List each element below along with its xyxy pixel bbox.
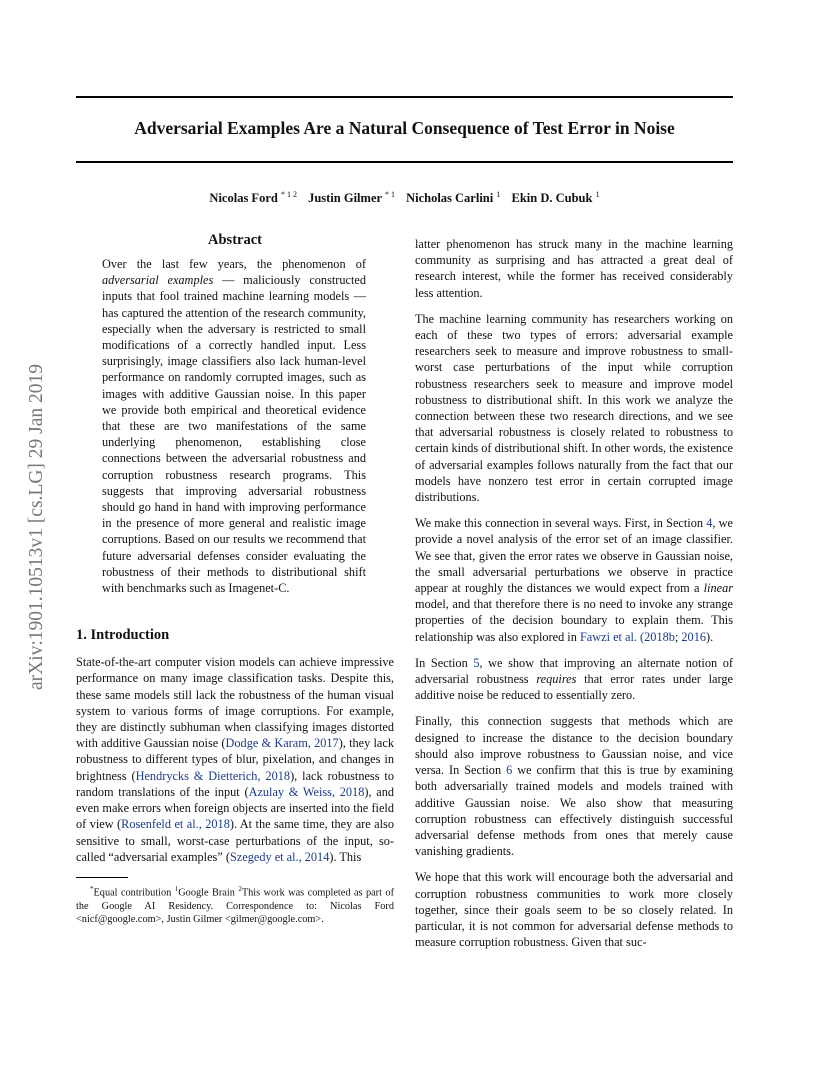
right-paragraph-2: We make this connection in several ways. First, in Section 4, we provide a novel analysis of the error set of an image classifier. We see that, given the error rates we observe in Gaussian noise, the small adversarial perturbations we observe in practice appear at roughly the distances we would expect from a linear model, and that therefore there is no need to invoke any strange properties of the decision boundary to explain them. This relationship was also explored in Fawzi et al. (2018b; 2016). <box>415 516 733 644</box>
abstract-text: Over the last few years, the phenomenon of adversarial examples — maliciously constructed inputs that fool trained machine learning models — has captured the attention of the research community, especially when the adversary is restricted to small modifications of a correctly handled input. Less surprisingly, image classifiers also lack human-level performance on randomly corrupted images, such as images with additive Gaussian noise. In this paper we provide both empirical and theoretical evidence that these are two manifestations of the same underlying phenomenon, establishing close connections between the adversarial robustness and corruption robustness research programs. This suggests that improving adversarial robustness should go hand in hand with improving performance in the presence of more general and realistic image corruptions. Based on our results we recommend that future adversarial defenses consider evaluating the robustness of their methods to distributional shift with benchmarks such as Imagenet-C. <box>102 257 366 596</box>
citation-link[interactable]: Hendrycks & Dietterich, 2018 <box>135 768 291 783</box>
arxiv-stamp: arXiv:1901.10513v1 [cs.LG] 29 Jan 2019 <box>26 363 47 691</box>
citation-link[interactable]: Azulay & Weiss, 2018 <box>248 784 365 799</box>
intro-paragraph-1: State-of-the-art computer vision models can achieve impressive performance on many image classification tasks. Despite this, these same models still lack the robustness of the human visual system to various forms of image corruptions. For example, they are distinctly subhuman when classifying images distorted with additive Gaussian noise (Dodge & Karam, 2017), they lack robustness to different types of blur, pixelation, and changes in brightness (Hendrycks & Dietterich, 2018), lack robustness to random translations of the input (Azulay & Weiss, 2018), and even make errors when foreign objects are inserted into the field of view (Rosenfeld et al., 2018). At the same time, they are also sensitive to small, worst-case perturbations of the input, so-called “adversarial examples” (Szegedy et al., 2014). This <box>76 655 394 864</box>
paper-title: Adversarial Examples Are a Natural Consequence of Test Error in Noise <box>134 118 675 138</box>
section-reference-link[interactable]: 5 <box>473 655 480 670</box>
top-rule <box>76 96 733 98</box>
author-list <box>76 190 733 206</box>
footnote-rule <box>76 877 128 878</box>
title-bottom-rule <box>76 161 733 163</box>
section-heading-introduction: 1. Introduction <box>76 627 170 644</box>
author-3 <box>406 191 500 205</box>
affiliation-marks: * 1 2 <box>280 190 297 199</box>
right-paragraph-1: The machine learning community has researchers working on each of these two types of errors: adversarial example researchers seek to measure and improve robustness to small-worst case perturbations of the input while corruption robustness researchers seek to measure and improve model robustness to distributional shift. In this work we analyze the connection between these two research directions, and we see that adversarial robustness is closely related to robustness to certain kinds of distributional shift. In other words, the existence of adversarial examples follows naturally from the fact that our models have nonzero test error in certain corrupted image distributions. <box>415 311 733 505</box>
section-reference-link[interactable]: 6 <box>506 763 513 778</box>
right-column <box>415 236 733 960</box>
author-4 <box>511 191 599 205</box>
abstract-heading: Abstract <box>208 232 262 248</box>
citation-link[interactable]: 2016 <box>681 629 706 644</box>
affiliation-marks: * 1 <box>384 190 395 199</box>
right-paragraph-5: We hope that this work will encourage both the adversarial and corruption robustness communities to work more closely together, since their goals seem to be so closely related. In particular, it is not common for adversarial defense methods to measure corruption robustness. Given that suc- <box>415 870 733 950</box>
affiliation-marks: 1 <box>496 190 501 199</box>
left-column <box>76 232 394 927</box>
right-paragraph-3: In Section 5, we show that improving an alternate notion of adversarial robustness requires that error rates under large additive noise be reduced to essentially zero. <box>415 655 733 703</box>
right-paragraph-4: Finally, this connection suggests that methods which are designed to increase the distance to the decision boundary should also improve robustness to Gaussian noise, and vice versa. In Section 6 we confirm that this is true by examining both adversarially trained models and models trained with additive Gaussian noise. We also show that measuring corruption robustness can effectively distinguish successful adversarial defense methods from ones that merely cause vanishing gradients. <box>415 714 734 859</box>
footnote: *Equal contribution $^1$Google Brain $^2$This work was completed as part of the Google AI Residency. Correspondence to: Nicolas Ford <nicf@google.com>, Justin Gilmer <gilmer@google.com>. <box>76 884 394 926</box>
section-reference-link[interactable]: 4 <box>706 516 713 531</box>
citation-link[interactable]: Dodge & Karam, 2017 <box>225 736 339 751</box>
author-name: Nicholas Carlini <box>406 191 494 206</box>
citation-link[interactable]: Szegedy et al., 2014 <box>229 849 330 864</box>
author-name: Ekin D. Cubuk <box>511 191 593 206</box>
affiliation-marks: 1 <box>595 190 600 199</box>
author-name: Justin Gilmer <box>308 191 382 206</box>
citation-link[interactable]: Rosenfeld et al., 2018 <box>121 817 230 832</box>
right-paragraph-0: latter phenomenon has struck many in the machine learning community as surprising and has attracted a great deal of research interest, while the former has received considerably less attention. <box>415 237 733 300</box>
author-2 <box>308 191 395 205</box>
citation-link[interactable]: Fawzi et al. (2018b <box>579 629 675 644</box>
author-1 <box>209 191 297 205</box>
author-name: Nicolas Ford <box>209 191 278 206</box>
